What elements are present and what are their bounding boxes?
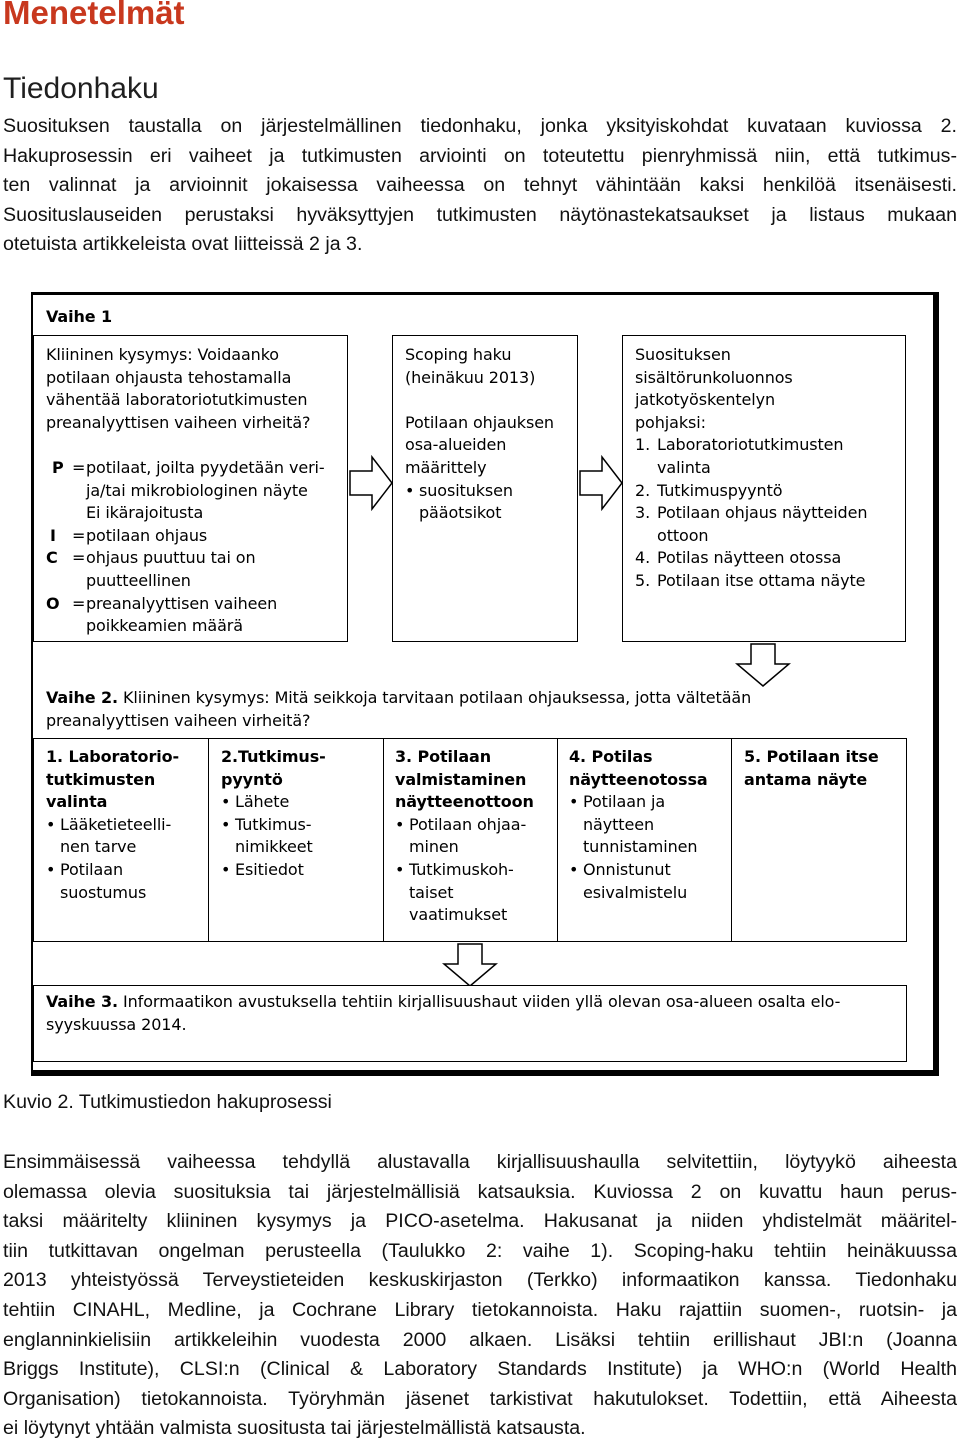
intro-paragraph [3, 112, 957, 260]
pico-row-c: C = ohjaus puuttuu tai on puutteellinen [46, 548, 256, 590]
text-line: tehtiin CINAHL, Medline, ja Cochrane Library tietokannoista. Haku rajattiin suomen-, ruotsin- ja [3, 1298, 957, 1321]
down-arrow-icon [735, 642, 791, 688]
text-line: Suosituslauseiden perustaksi hyväksyttyjen tutkimusten näytönastekatsaukset ja listaus mukaan [3, 203, 957, 226]
text-line: ei löytynyt yhtään valmista suositusta tai järjestelmällistä katsausta. [3, 1417, 586, 1440]
text-line: otetuista artikkeleista ovat liitteissä 2 ja 3. [3, 233, 363, 256]
text-line: olemassa olevia suosituksia tai järjestelmällisiä katsauksia. Kuviossa 2 on kuvattu haun perus- [3, 1180, 957, 1203]
recommendation-outline-box [622, 335, 906, 642]
bullet-item: • suosituksen pääotsikot [405, 480, 513, 523]
phase2-column: 3. Potilaan valmistaminen näytteenottoon • Potilaan ohjaa- minen • Tutkimuskoh- taiset vaatimukset [395, 747, 534, 925]
outline-item: 3. Potilaan ohjaus näytteiden ottoon [635, 503, 868, 545]
pico-row-o: O = preanalyyttisen vaiheen poikkeamien määrä [46, 593, 278, 636]
phase2-column: 5. Potilaan itse antama näyte [744, 747, 879, 789]
text-line: ten valinnat ja arvioinnit jokaisessa vaiheessa on tehnyt vähintään kaksi henkilöä itsenäisesti. [3, 174, 957, 197]
right-arrow-icon [348, 455, 394, 511]
column-divider [208, 739, 209, 941]
text-line: 2013 yhteistyössä Terveystieteiden keskuskirjaston (Terkko) informaatikon kanssa. Tiedonhaku [3, 1269, 957, 1292]
outline-item: 1. Laboratoriotutkimusten valinta [635, 435, 844, 477]
outline-item: 5. Potilaan itse ottama näyte [635, 570, 866, 590]
pico-row-p: P = potilaat, joilta pyydetään veri- ja/tai mikrobiologinen näyte Ei ikärajoitusta [52, 458, 325, 523]
clinical-question-box [33, 335, 348, 642]
phase2-column: 4. Potilas näytteenotossa • Potilaan ja näytteen tunnistaminen • Onnistunut esivalmistelu [569, 747, 708, 902]
text-line: taksi määritelty kliininen kysymys ja PICO-asetelma. Hakusanat ja niiden yhdistelmät määritel- [3, 1210, 957, 1233]
phase1-label: Vaihe 1 [46, 307, 113, 326]
text-line: Briggs Institute), CLSI:n (Clinical & Laboratory Standards Institute) ja WHO:n (World Health [3, 1358, 957, 1381]
right-arrow-icon [578, 455, 624, 511]
phase2-column: 2.Tutkimus- pyyntö • Lähete • Tutkimus- nimikkeet • Esitiedot [221, 747, 326, 879]
scoping-search-box [392, 335, 578, 642]
text-line: Organisation) tietokannoista. Työryhmän jäsenet tarkistivat hakutulokset. Todettiin, että Aiheesta [3, 1387, 957, 1410]
section-heading: Menetelmät [3, 0, 185, 31]
text-line: Hakuprosessin eri vaiheet ja tutkimusten arviointi on toteutettu pienryhmissä niin, että tutkimus- [3, 144, 957, 167]
down-arrow-icon [442, 942, 498, 988]
outline-item: 2. Tutkimuspyyntö [635, 480, 783, 500]
text-line: Ensimmäisessä vaiheessa tehdyllä alustavalla kirjallisuushaulla selvitettiin, löytyykö aiheesta [3, 1151, 957, 1173]
column-divider [731, 739, 732, 941]
search-process-figure [31, 292, 939, 1076]
recommendation-outline: Suosituksen sisältörunkoluonnos jatkotyöskentelyn pohjaksi: 1. Laboratoriotutkimusten valinta 2. Tutkimuspyyntö 3. Potilaan ohjaus näytteiden ottoon 4. Potilas näytteen otossa 5. Potilaan itse ottama näyte [635, 344, 905, 593]
text-line: englanninkielisiin artikkeleihin vuodesta 2000 alkaen. Lisäksi tehtiin erillishaut JBI:n (Joanna [3, 1328, 957, 1351]
phase2-question: Vaihe 2. Kliininen kysymys: Mitä seikkoja tarvitaan potilaan ohjauksessa, jotta vältetään preanalyyttisen vaiheen virheitä? [46, 688, 752, 730]
phase3-text: Vaihe 3. Informaatikon avustuksella tehtiin kirjallisuushaut viiden yllä olevan osa-alueen osalta elo- syyskuussa 2014. [46, 992, 841, 1034]
column-divider [557, 739, 558, 941]
scoping-text: Scoping haku (heinäkuu 2013) Potilaan ohjauksen osa-alueiden määrittely • suosituksen pääotsikot [405, 344, 577, 525]
phase2-table [33, 738, 907, 942]
pico-row-i: I = potilaan ohjaus [50, 525, 208, 545]
clinical-question: Kliininen kysymys: Voidaanko potilaan ohjausta tehostamalla vähentää laboratoriotutkimusten preanalyyttisen vaiheen virheitä? [46, 345, 311, 432]
subsection-heading: Tiedonhaku [3, 72, 159, 105]
figure-caption: Kuvio 2. Tutkimustiedon hakuprosessi [3, 1091, 332, 1113]
outline-item: 4. Potilas näytteen otossa [635, 548, 842, 568]
text-line: Suosituksen taustalla on järjestelmällinen tiedonhaku, jonka yksityiskohdat kuvataan kuviossa 2. [3, 115, 957, 137]
column-divider [383, 739, 384, 941]
body-paragraph [3, 1148, 957, 1444]
text-line: tiin tutkittavan ongelman perusteella (Taulukko 2: vaihe 1). Scoping-haku tehtiin heinäkuussa [3, 1239, 957, 1262]
pico-list [46, 457, 346, 638]
phase3-box [33, 985, 907, 1062]
phase2-column: 1. Laboratorio- tutkimusten valinta • Lääketieteelli- nen tarve • Potilaan suostumus [46, 747, 180, 902]
